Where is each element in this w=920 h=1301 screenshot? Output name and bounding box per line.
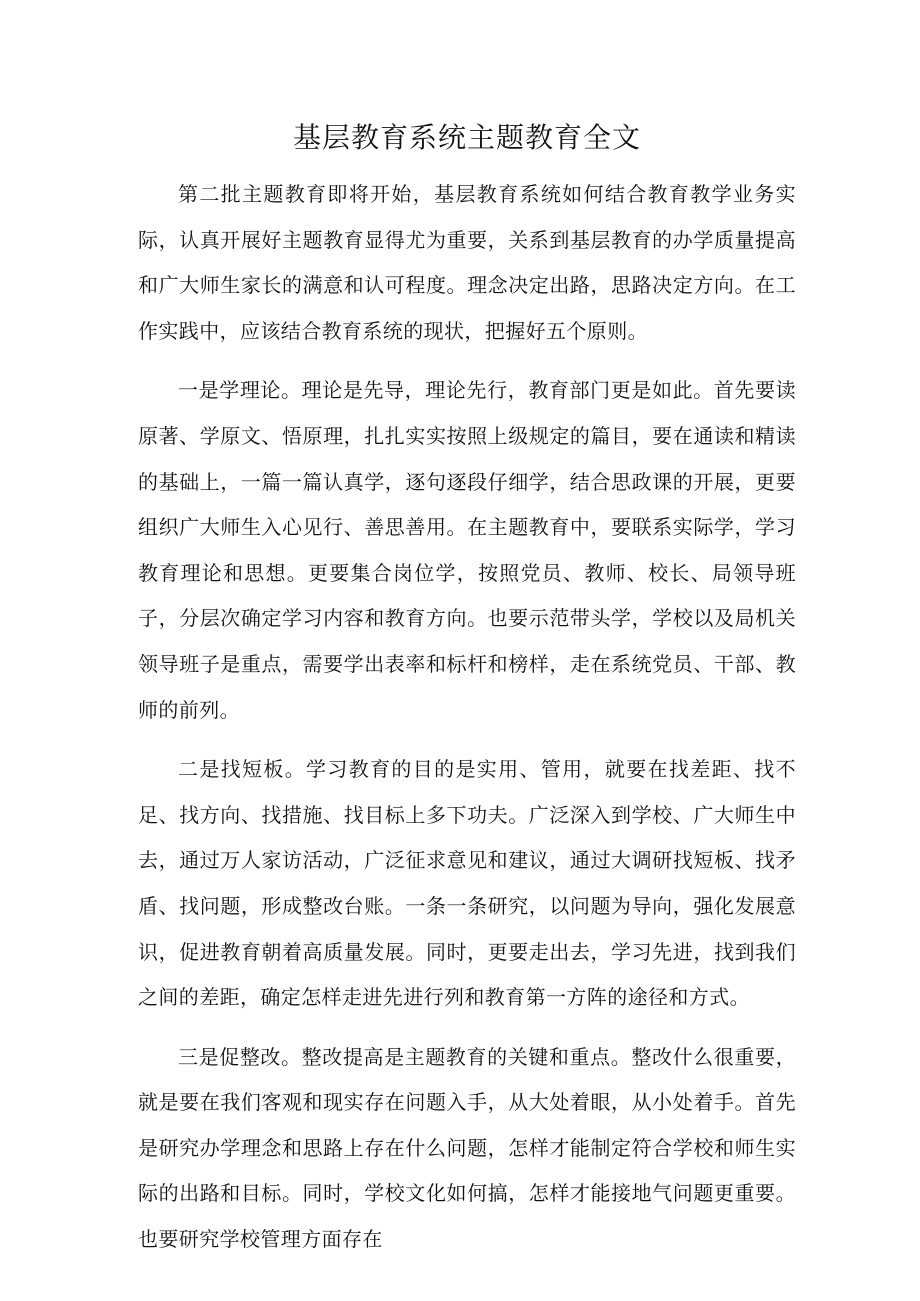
paragraph-promote-rectification: 三是促整改。整改提高是主题教育的关键和重点。整改什么很重要，就是要在我们客观和现实存在问题入手，从大处着眼，从小处着手。首先是研究办学理念和思路上存在什么问题，怎样才能制定符合学校和师生实际的出路和目标。同时，学校文化如何搞，怎样才能接地气问题更重要。也要研究学校管理方面存在 [138,1044,796,1252]
document-title: 基层教育系统主题教育全文 [292,121,641,154]
paragraph-study-theory: 一是学理论。理论是先导，理论先行，教育部门更是如此。首先要读原著、学原文、悟原理，扎扎实实按照上级规定的篇目，要在通读和精读的基础上，一篇一篇认真学，逐句逐段仔细学，结合思政课的开展，更要组织广大师生入心见行、善思善用。在主题教育中，要联系实际学，学习教育理论和思想。更要集合岗位学，按照党员、教师、校长、局领导班子，分层次确定学习内容和教育方向。也要示范带头学，学校以及局机关领导班子是重点，需要学出表率和标杆和榜样，走在系统党员、干部、教师的前列。 [138,378,796,722]
paragraph-find-shortcomings: 二是找短板。学习教育的目的是实用、管用，就要在找差距、找不足、找方向、找措施、找目标上多下功夫。广泛深入到学校、广大师生中去，通过万人家访活动，广泛征求意见和建议，通过大调研找短板、找矛盾、找问题，形成整改台账。一条一条研究，以问题为导向，强化发展意识，促进教育朝着高质量发展。同时，更要走出去，学习先进，找到我们之间的差距，确定怎样走进先进行列和教育第一方阵的途径和方式。 [138,757,796,1010]
paragraph-intro: 第二批主题教育即将开始，基层教育系统如何结合教育教学业务实际，认真开展好主题教育显得尤为重要，关系到基层教育的办学质量提高和广大师生家长的满意和认可程度。理念决定出路，思路决定方向。在工作实践中，应该结合教育系统的现状，把握好五个原则。 [138,182,796,343]
